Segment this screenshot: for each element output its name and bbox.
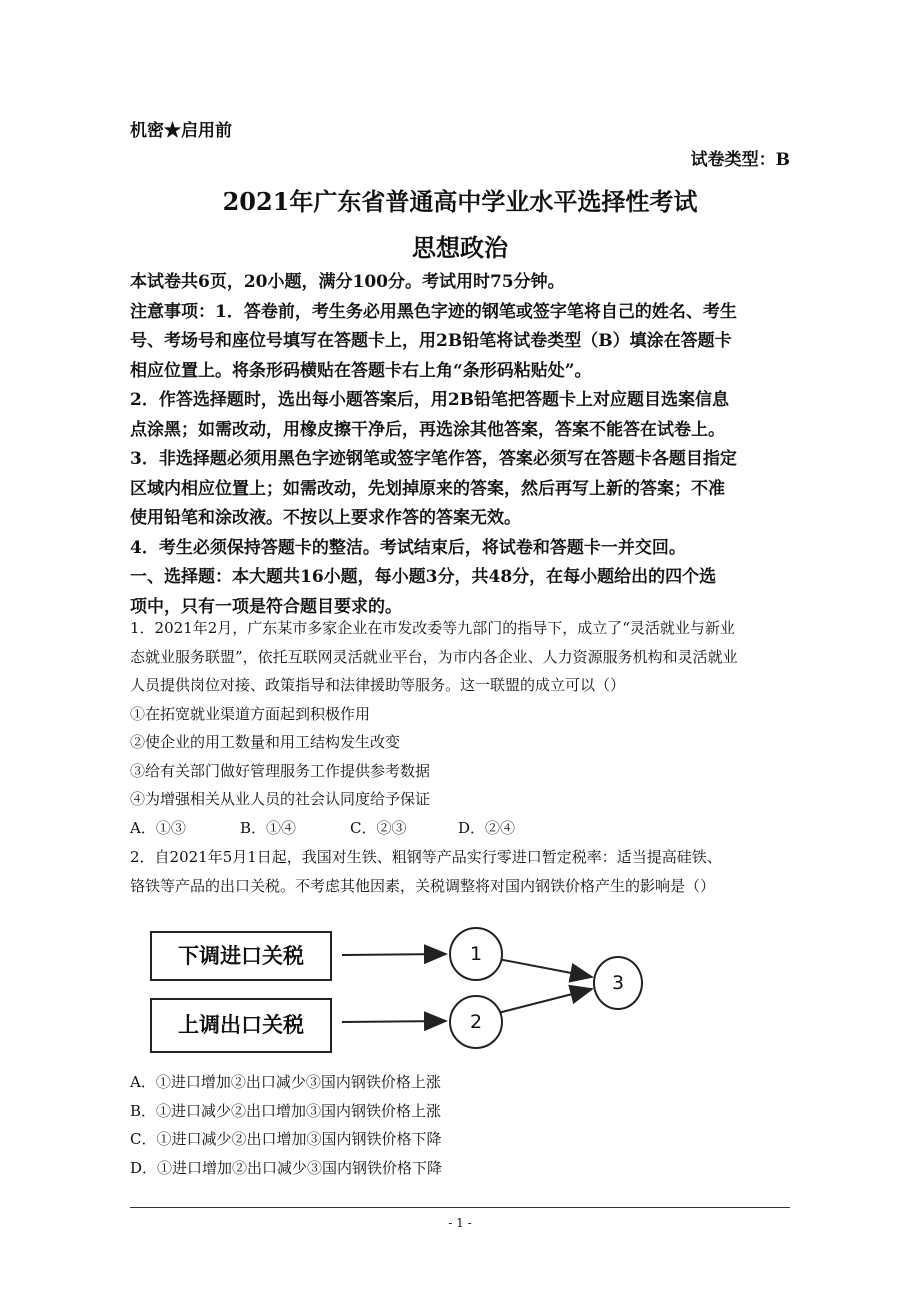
question-2 <box>130 843 792 900</box>
node-2: 2 <box>449 995 503 1049</box>
exam-subject: 思想政治 <box>412 233 508 262</box>
instruction-line: 本试卷共6页，20小题，满分100分。考试用时75分钟。 <box>130 272 565 292</box>
statement-item: ③给有关部门做好管理服务工作提供参考数据 <box>130 761 431 780</box>
node-1: 1 <box>449 927 503 981</box>
statement-item: ①在拓宽就业渠道方面起到积极作用 <box>130 704 371 723</box>
exam-title: 2021年广东省普通高中学业水平选择性考试 <box>222 187 698 216</box>
instruction-line: 号、考场号和座位号填写在答题卡上，用2B铅笔将试卷类型（B）填涂在答题卡 <box>130 331 732 351</box>
exam-instructions <box>130 268 792 622</box>
instruction-line: 使用铅笔和涂改液。不按以上要求作答的答案无效。 <box>130 508 521 528</box>
question-2-options <box>130 1068 792 1182</box>
instruction-line: 点涂黑；如需改动，用橡皮擦干净后，再选涂其他答案，答案不能答在试卷上。 <box>130 419 725 440</box>
option-b: B．①④ <box>240 818 297 837</box>
instruction-line: 区域内相应位置上；如需改动，先划掉原来的答案，然后再写上新的答案；不准 <box>130 478 725 499</box>
question-stem-line: 2．自2021年5月1日起，我国对生铁、粗钢等产品实行零进口暂定税率：适当提高硅铁、 <box>130 848 722 866</box>
box-lower-import-tariff <box>150 931 332 981</box>
question-stem-line: 1．2021年2月，广东某市多家企业在市发改委等九部门的指导下，成立了“灵活就业与新业 <box>130 619 735 637</box>
page-number: - 1 - <box>448 1216 472 1230</box>
footer-divider <box>130 1207 790 1208</box>
option-a: A．①③ <box>130 818 186 837</box>
question-stem-line: 人员提供岗位对接、政策指导和法律援助等服务。这一联盟的成立可以（） <box>130 676 626 694</box>
question-1 <box>130 614 792 842</box>
answer-options <box>130 814 792 843</box>
section-heading-line: 一、选择题：本大题共16小题，每小题3分，共48分，在每小题给出的四个选 <box>130 567 717 587</box>
box-label: 上调出口关税 <box>178 1013 304 1037</box>
paper-type-label: 试卷类型：B <box>690 150 790 170</box>
confidential-label: 机密★启用前 <box>130 121 232 141</box>
statement-item: ②使企业的用工数量和用工结构发生改变 <box>130 733 401 751</box>
box-label: 下调进口关税 <box>178 944 304 968</box>
tariff-flow-diagram <box>148 915 648 1065</box>
section-heading-line: 项中，只有一项是符合题目要求的。 <box>130 596 402 617</box>
node-3: 3 <box>593 956 643 1010</box>
question-stem-line: 态就业服务联盟”，依托互联网灵活就业平台，为市内各企业、人力资源服务机构和灵活就业 <box>130 647 738 666</box>
option-d: D．①进口增加②出口减少③国内钢铁价格下降 <box>130 1158 443 1177</box>
instruction-line: 3．非选择题必须用黑色字迹钢笔或签字笔作答，答案必须写在答题卡各题目指定 <box>130 449 737 469</box>
instruction-line: 相应位置上。将条形码横贴在答题卡右上角“条形码粘贴处”。 <box>130 360 592 381</box>
instruction-line: 2．作答选择题时，选出每小题答案后，用2B铅笔把答题卡上对应题目选案信息 <box>130 390 730 410</box>
option-c: C．②③ <box>350 818 407 837</box>
statement-item: ④为增强相关从业人员的社会认同度给予保证 <box>130 790 431 808</box>
question-stem-line: 铬铁等产品的出口关税。不考虑其他因素，关税调整将对国内钢铁价格产生的影响是（） <box>130 876 716 895</box>
option-c: C．①进口减少②出口增加③国内钢铁价格下降 <box>130 1130 442 1148</box>
option-a: A．①进口增加②出口减少③国内钢铁价格上涨 <box>130 1073 441 1091</box>
instruction-line: 注意事项：1．答卷前，考生务必用黑色字迹的钢笔或签字笔将自己的姓名、考生 <box>130 301 737 322</box>
option-b: B．①进口减少②出口增加③国内钢铁价格上涨 <box>130 1101 442 1120</box>
box-raise-export-tariff <box>150 998 332 1053</box>
instruction-line: 4．考生必须保持答题卡的整洁。考试结束后，将试卷和答题卡一并交回。 <box>130 537 686 558</box>
option-d: D．②④ <box>458 818 516 837</box>
